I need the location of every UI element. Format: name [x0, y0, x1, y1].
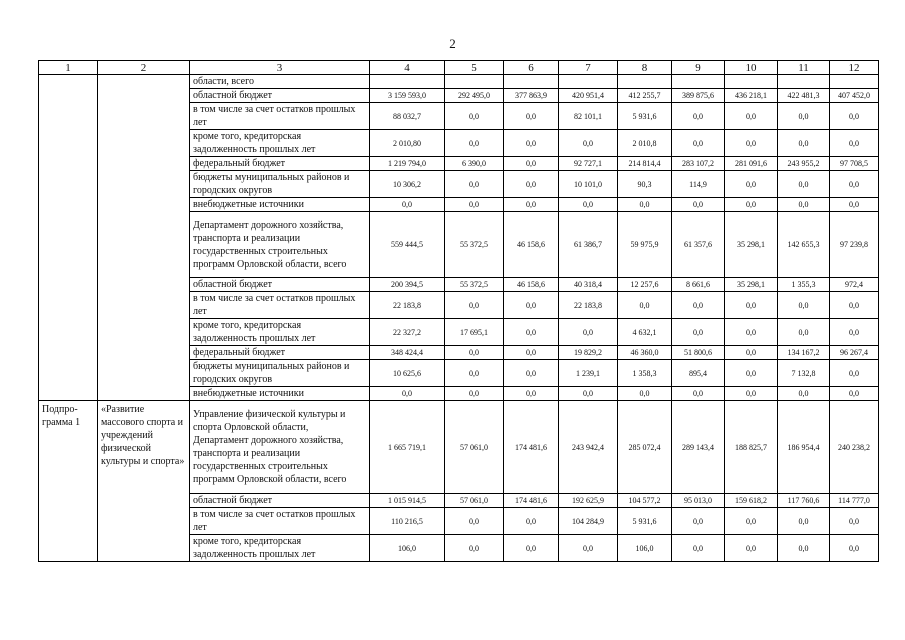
value-cell: 972,4	[830, 278, 879, 292]
row-label: внебюджетные источники	[190, 387, 370, 401]
value-cell: 0,0	[830, 171, 879, 198]
value-cell: 0,0	[370, 387, 445, 401]
value-cell: 0,0	[778, 387, 830, 401]
value-cell: 82 101,1	[559, 103, 618, 130]
value-cell: 0,0	[725, 130, 778, 157]
value-cell: 436 218,1	[725, 89, 778, 103]
value-cell: 0,0	[504, 198, 559, 212]
value-cell: 0,0	[725, 508, 778, 535]
column-number: 3	[190, 61, 370, 75]
value-cell: 0,0	[778, 198, 830, 212]
subprogram-code: Подпро-грамма 1	[39, 401, 98, 562]
value-cell: 90,3	[618, 171, 672, 198]
value-cell: 0,0	[445, 387, 504, 401]
value-cell: 88 032,7	[370, 103, 445, 130]
row-label: бюджеты муниципальных районов и городских округов	[190, 171, 370, 198]
value-cell: 97 708,5	[830, 157, 879, 171]
value-cell: 1 358,3	[618, 360, 672, 387]
value-cell: 420 951,4	[559, 89, 618, 103]
value-cell: 57 061,0	[445, 494, 504, 508]
empty-cell	[39, 75, 98, 401]
value-cell: 57 061,0	[445, 401, 504, 494]
value-cell: 240 238,2	[830, 401, 879, 494]
column-number: 8	[618, 61, 672, 75]
value-cell: 377 863,9	[504, 89, 559, 103]
value-cell: 0,0	[445, 103, 504, 130]
value-cell: 0,0	[778, 292, 830, 319]
value-cell: 0,0	[672, 387, 725, 401]
value-cell: 0,0	[504, 157, 559, 171]
value-cell: 0,0	[672, 508, 725, 535]
value-cell: 22 183,8	[370, 292, 445, 319]
value-cell: 61 357,6	[672, 212, 725, 278]
budget-table	[38, 60, 879, 562]
row-label: кроме того, кредиторская задолженность прошлых лет	[190, 535, 370, 562]
value-cell: 0,0	[445, 198, 504, 212]
value-cell: 0,0	[445, 360, 504, 387]
value-cell: 214 814,4	[618, 157, 672, 171]
value-cell: 0,0	[830, 508, 879, 535]
value-cell: 559 444,5	[370, 212, 445, 278]
value-cell: 0,0	[504, 360, 559, 387]
value-cell: 0,0	[559, 319, 618, 346]
value-cell	[504, 75, 559, 89]
value-cell: 19 829,2	[559, 346, 618, 360]
value-cell: 0,0	[370, 198, 445, 212]
value-cell: 51 800,6	[672, 346, 725, 360]
value-cell: 134 167,2	[778, 346, 830, 360]
value-cell: 0,0	[445, 508, 504, 535]
value-cell: 0,0	[618, 292, 672, 319]
value-cell: 0,0	[559, 535, 618, 562]
row-label: областной бюджет	[190, 494, 370, 508]
value-cell: 4 632,1	[618, 319, 672, 346]
column-number: 5	[445, 61, 504, 75]
value-cell: 0,0	[672, 319, 725, 346]
column-number: 4	[370, 61, 445, 75]
value-cell: 0,0	[504, 535, 559, 562]
table-row	[39, 75, 879, 89]
value-cell: 3 159 593,0	[370, 89, 445, 103]
value-cell: 0,0	[672, 292, 725, 319]
value-cell: 10 101,0	[559, 171, 618, 198]
value-cell: 0,0	[618, 387, 672, 401]
value-cell: 1 219 794,0	[370, 157, 445, 171]
value-cell: 0,0	[504, 171, 559, 198]
value-cell: 0,0	[672, 535, 725, 562]
value-cell: 114 777,0	[830, 494, 879, 508]
row-label: федеральный бюджет	[190, 346, 370, 360]
value-cell: 96 267,4	[830, 346, 879, 360]
value-cell	[445, 75, 504, 89]
value-cell: 35 298,1	[725, 212, 778, 278]
value-cell: 0,0	[725, 387, 778, 401]
value-cell	[725, 75, 778, 89]
column-number: 7	[559, 61, 618, 75]
value-cell: 104 577,2	[618, 494, 672, 508]
value-cell: 0,0	[445, 346, 504, 360]
row-label: в том числе за счет остатков прошлых лет	[190, 103, 370, 130]
value-cell: 0,0	[504, 346, 559, 360]
value-cell: 2 010,80	[370, 130, 445, 157]
value-cell: 200 394,5	[370, 278, 445, 292]
value-cell: 0,0	[778, 508, 830, 535]
value-cell: 8 661,6	[672, 278, 725, 292]
subprogram-name: «Развитие массового спорта и учреждений физической культуры и спорта»	[98, 401, 190, 562]
value-cell: 0,0	[778, 171, 830, 198]
value-cell: 12 257,6	[618, 278, 672, 292]
value-cell: 40 318,4	[559, 278, 618, 292]
row-label: областной бюджет	[190, 89, 370, 103]
column-number: 1	[39, 61, 98, 75]
value-cell: 0,0	[830, 387, 879, 401]
value-cell: 412 255,7	[618, 89, 672, 103]
value-cell: 0,0	[559, 387, 618, 401]
value-cell: 106,0	[370, 535, 445, 562]
value-cell: 55 372,5	[445, 278, 504, 292]
value-cell: 281 091,6	[725, 157, 778, 171]
value-cell: 0,0	[445, 292, 504, 319]
value-cell: 0,0	[725, 103, 778, 130]
value-cell: 407 452,0	[830, 89, 879, 103]
value-cell: 22 327,2	[370, 319, 445, 346]
value-cell: 0,0	[504, 292, 559, 319]
table-row	[39, 401, 879, 494]
value-cell: 5 931,6	[618, 508, 672, 535]
value-cell: 1 665 719,1	[370, 401, 445, 494]
row-label: Департамент дорожного хозяйства, транспорта и реализации государственных строительных программ Орловской области, всего	[190, 212, 370, 278]
column-number: 11	[778, 61, 830, 75]
value-cell: 106,0	[618, 535, 672, 562]
value-cell: 46 158,6	[504, 212, 559, 278]
value-cell: 142 655,3	[778, 212, 830, 278]
value-cell: 0,0	[725, 360, 778, 387]
value-cell: 0,0	[672, 103, 725, 130]
row-label: области, всего	[190, 75, 370, 89]
value-cell: 110 216,5	[370, 508, 445, 535]
row-label: внебюджетные источники	[190, 198, 370, 212]
value-cell: 422 481,3	[778, 89, 830, 103]
value-cell: 1 015 914,5	[370, 494, 445, 508]
value-cell: 292 495,0	[445, 89, 504, 103]
row-label: федеральный бюджет	[190, 157, 370, 171]
value-cell: 389 875,6	[672, 89, 725, 103]
empty-cell	[98, 75, 190, 401]
value-cell: 0,0	[725, 198, 778, 212]
row-label: областной бюджет	[190, 278, 370, 292]
value-cell: 117 760,6	[778, 494, 830, 508]
value-cell: 895,4	[672, 360, 725, 387]
value-cell: 0,0	[445, 171, 504, 198]
row-label: в том числе за счет остатков прошлых лет	[190, 292, 370, 319]
value-cell: 0,0	[504, 387, 559, 401]
row-label: Управление физической культуры и спорта Орловской области, Департамент дорожного хозяйства, транспорта и реализации государственных строительных программ Орловской области, всего	[190, 401, 370, 494]
value-cell: 0,0	[618, 198, 672, 212]
value-cell: 0,0	[830, 292, 879, 319]
value-cell: 0,0	[830, 535, 879, 562]
value-cell: 0,0	[778, 535, 830, 562]
value-cell: 0,0	[830, 103, 879, 130]
value-cell: 0,0	[778, 319, 830, 346]
column-number: 10	[725, 61, 778, 75]
value-cell	[830, 75, 879, 89]
value-cell: 104 284,9	[559, 508, 618, 535]
value-cell: 22 183,8	[559, 292, 618, 319]
value-cell: 0,0	[504, 319, 559, 346]
value-cell: 5 931,6	[618, 103, 672, 130]
value-cell: 59 975,9	[618, 212, 672, 278]
value-cell: 0,0	[778, 130, 830, 157]
value-cell: 46 360,0	[618, 346, 672, 360]
value-cell: 97 239,8	[830, 212, 879, 278]
page-number: 2	[449, 36, 456, 51]
value-cell: 95 013,0	[672, 494, 725, 508]
value-cell	[618, 75, 672, 89]
value-cell	[778, 75, 830, 89]
value-cell: 55 372,5	[445, 212, 504, 278]
value-cell: 289 143,4	[672, 401, 725, 494]
value-cell: 6 390,0	[445, 157, 504, 171]
value-cell: 192 625,9	[559, 494, 618, 508]
column-number: 12	[830, 61, 879, 75]
value-cell: 1 355,3	[778, 278, 830, 292]
value-cell: 0,0	[672, 130, 725, 157]
value-cell: 0,0	[725, 535, 778, 562]
value-cell	[559, 75, 618, 89]
value-cell: 92 727,1	[559, 157, 618, 171]
value-cell: 0,0	[830, 319, 879, 346]
value-cell: 35 298,1	[725, 278, 778, 292]
value-cell: 2 010,8	[618, 130, 672, 157]
value-cell: 243 955,2	[778, 157, 830, 171]
column-number: 2	[98, 61, 190, 75]
value-cell: 10 306,2	[370, 171, 445, 198]
row-label: в том числе за счет остатков прошлых лет	[190, 508, 370, 535]
value-cell: 0,0	[725, 346, 778, 360]
value-cell: 348 424,4	[370, 346, 445, 360]
value-cell: 61 386,7	[559, 212, 618, 278]
value-cell: 0,0	[725, 171, 778, 198]
value-cell: 0,0	[830, 198, 879, 212]
value-cell: 1 239,1	[559, 360, 618, 387]
value-cell: 46 158,6	[504, 278, 559, 292]
value-cell: 7 132,8	[778, 360, 830, 387]
value-cell: 0,0	[504, 103, 559, 130]
column-number: 9	[672, 61, 725, 75]
row-label: кроме того, кредиторская задолженность прошлых лет	[190, 319, 370, 346]
row-label: бюджеты муниципальных районов и городских округов	[190, 360, 370, 387]
value-cell: 0,0	[778, 103, 830, 130]
value-cell: 159 618,2	[725, 494, 778, 508]
column-number: 6	[504, 61, 559, 75]
value-cell: 17 695,1	[445, 319, 504, 346]
row-label: кроме того, кредиторская задолженность прошлых лет	[190, 130, 370, 157]
value-cell: 0,0	[559, 198, 618, 212]
value-cell: 174 481,6	[504, 494, 559, 508]
value-cell: 0,0	[504, 130, 559, 157]
value-cell: 283 107,2	[672, 157, 725, 171]
value-cell: 285 072,4	[618, 401, 672, 494]
value-cell: 114,9	[672, 171, 725, 198]
value-cell: 0,0	[445, 130, 504, 157]
value-cell: 0,0	[830, 360, 879, 387]
value-cell: 0,0	[725, 319, 778, 346]
value-cell: 0,0	[445, 535, 504, 562]
value-cell	[672, 75, 725, 89]
value-cell: 174 481,6	[504, 401, 559, 494]
value-cell: 0,0	[504, 508, 559, 535]
value-cell: 186 954,4	[778, 401, 830, 494]
value-cell: 0,0	[672, 198, 725, 212]
value-cell	[370, 75, 445, 89]
value-cell: 243 942,4	[559, 401, 618, 494]
value-cell: 10 625,6	[370, 360, 445, 387]
value-cell: 0,0	[725, 292, 778, 319]
value-cell: 0,0	[559, 130, 618, 157]
value-cell: 0,0	[830, 130, 879, 157]
value-cell: 188 825,7	[725, 401, 778, 494]
column-number-row	[39, 61, 879, 75]
